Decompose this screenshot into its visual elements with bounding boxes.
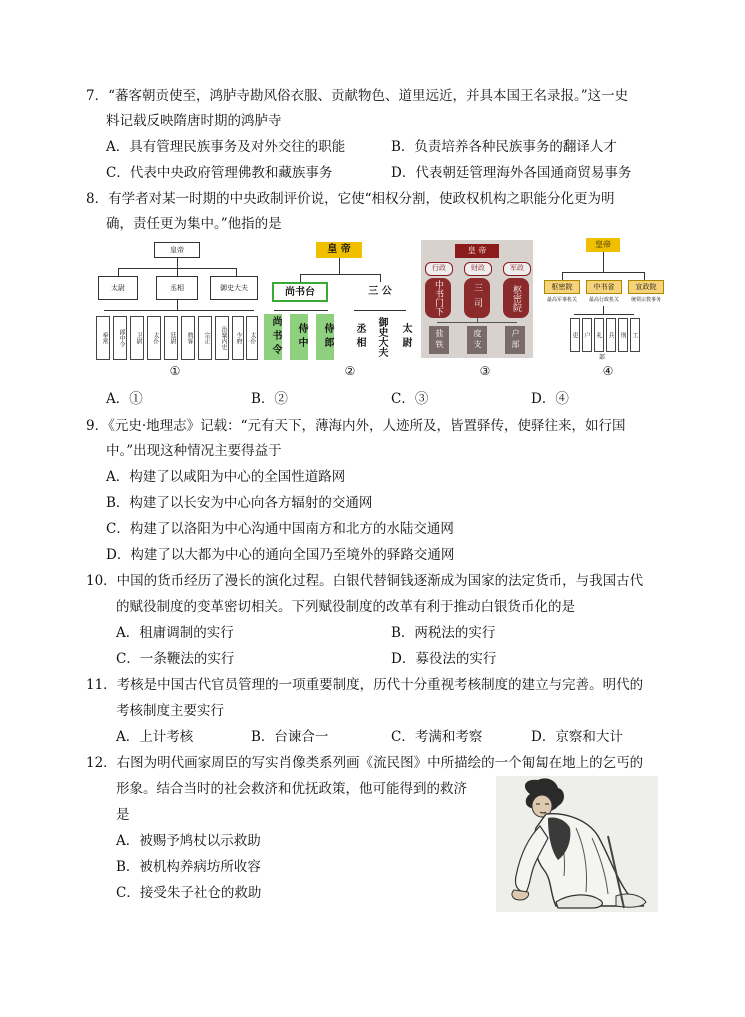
d1-bottom-10: 太仆: [246, 316, 258, 360]
diagram-4: [540, 236, 668, 360]
q10-stem-line2: 的赋役制度的变革密切相关。下列赋役制度的改革有利于推动白银货币化的是: [116, 599, 575, 615]
d4-bottom-5: 刑: [618, 318, 628, 352]
q7-option-c[interactable]: C．代表中央政府管理佛教和藏族事务: [106, 165, 333, 181]
d3-bottom-2: 度支: [467, 326, 487, 354]
d1-bottom-5: 廷尉: [164, 316, 178, 360]
d2-left-1: 尚书令: [264, 314, 282, 360]
q7-stem-line2: 料记载反映隋唐时期的鸿胪寺: [106, 113, 282, 129]
d3-office-1: 中书门下: [425, 278, 451, 318]
d4-bottom-2: 户: [582, 318, 592, 352]
d1-bottom-6: 典客: [181, 316, 195, 360]
q12-stem-line3: 是: [116, 807, 130, 823]
diagram-1: [92, 240, 258, 362]
d1-bottom-7: 宗正: [198, 316, 212, 360]
d1-mid-2: 丞相: [156, 276, 198, 300]
q8-stem-line1: 8．有学者对某一时期的中央政制评价说，它使“相权分割，使政权机构之职能分化更为明: [86, 191, 615, 207]
q9-stem-line2: 中。”出现这种情况主要得益于: [106, 443, 282, 459]
diagram-1-caption: ①: [169, 364, 181, 378]
d4-sub-2: 最高行政机关: [588, 297, 619, 303]
d4-sub-3: 统领宗教事务: [630, 297, 661, 303]
q8-option-b[interactable]: B．②: [251, 391, 288, 407]
q7-option-d[interactable]: D．代表朝廷管理海外各国通商贸易事务: [391, 165, 632, 181]
d4-bottom-label: 部: [598, 354, 611, 361]
q9-stem-line1: 9．《元史·地理志》记载：“元有天下，薄海内外，人迹所及，皆置驿传，使驿往来，如行国: [86, 418, 626, 434]
q10-option-b[interactable]: B．两税法的实行: [391, 625, 496, 641]
q11-option-a[interactable]: A．上计考核: [116, 729, 194, 745]
beggar-illustration: [496, 776, 658, 912]
d2-left-3: 侍郎: [316, 314, 334, 360]
diagram-2-caption: ②: [344, 364, 356, 378]
d4-sub-1: 最高军事机关: [546, 297, 577, 303]
d2-right-2: 御史大夫: [376, 317, 387, 357]
d1-mid-3: 御史大夫: [210, 276, 258, 300]
q12-option-b[interactable]: B．被机构养病坊所收容: [116, 859, 261, 875]
q8-option-c[interactable]: C．③: [391, 391, 429, 407]
q9-option-a[interactable]: A．构建了以咸阳为中心的全国性道路网: [106, 469, 346, 485]
d2-emperor: 皇 帝: [316, 242, 362, 258]
q7-option-a[interactable]: A．具有管理民族事务及对外交往的职能: [106, 139, 346, 155]
d3-mid-1: 行政: [425, 262, 453, 276]
q11-stem-line2: 考核制度主要实行: [116, 703, 224, 719]
d4-mid-2: 中书省: [586, 280, 622, 294]
d3-office-2: 三司: [464, 278, 490, 318]
q12-option-a[interactable]: A．被赐予鸠杖以示救助: [116, 833, 261, 849]
diagram-4-caption: ④: [602, 364, 614, 378]
q9-option-d[interactable]: D．构建了以大都为中心的通向全国乃至境外的驿路交通网: [106, 547, 455, 563]
q12-option-c[interactable]: C．接受朱子社仓的救助: [116, 885, 262, 901]
q11-option-c[interactable]: C．考满和考察: [391, 729, 483, 745]
q11-option-b[interactable]: B．台谏合一: [251, 729, 329, 745]
d2-sangong: 三 公: [368, 286, 392, 297]
d1-bottom-3: 卫尉: [130, 316, 144, 360]
q11-stem-line1: 11．考核是中国古代官员管理的一项重要制度，历代十分重视考核制度的建立与完善。明代的: [86, 677, 644, 693]
d3-mid-3: 军政: [503, 262, 531, 276]
q9-option-b[interactable]: B．构建了以长安为中心向各方辐射的交通网: [106, 495, 373, 511]
q10-option-c[interactable]: C．一条鞭法的实行: [116, 651, 235, 667]
diagram-2: [260, 240, 416, 362]
q7-stem-line1: 7．“蕃客朝贡使至，鸿胪寺勘风俗衣服、贡献物色、道里远近，并具本国王名录报。”这一史: [86, 88, 629, 104]
d2-right-1: 丞相: [354, 323, 365, 351]
diagram-3: [421, 240, 533, 358]
q7-option-b[interactable]: B．负责培养各种民族事务的翻译人才: [391, 139, 617, 155]
q12-stem-line1: 12．右图为明代画家周臣的写实肖像类系列画《流民图》中所描绘的一个匍匐在地上的乞丐的: [86, 755, 644, 771]
q8-option-d[interactable]: D．④: [531, 391, 569, 407]
d4-bottom-4: 兵: [606, 318, 616, 352]
d1-bottom-9: 少府: [232, 316, 244, 360]
d4-bottom-1: 吏: [570, 318, 580, 352]
d1-bottom-1: 奉常: [96, 316, 110, 360]
q8-option-a[interactable]: A．①: [106, 391, 143, 407]
d4-emperor: 皇帝: [586, 238, 620, 252]
d3-bottom-1: 盐铁: [429, 326, 449, 354]
q8-stem-line2: 确，责任更为集中。”他指的是: [106, 216, 282, 232]
d3-office-3: 枢密院: [503, 278, 529, 318]
q10-option-a[interactable]: A．租庸调制的实行: [116, 625, 234, 641]
q11-option-d[interactable]: D．京察和大计: [531, 729, 623, 745]
d2-left-2: 侍中: [290, 314, 308, 360]
d1-bottom-8: 治粟内史: [215, 316, 229, 360]
d4-bottom-3: 礼: [594, 318, 604, 352]
diagram-3-caption: ③: [479, 364, 491, 378]
d1-bottom-4: 太仆: [147, 316, 161, 360]
d3-bottom-3: 户部: [505, 326, 525, 354]
d4-bottom-6: 工: [630, 318, 640, 352]
d4-mid-3: 宣政院: [628, 280, 664, 294]
d3-mid-2: 财政: [464, 262, 492, 276]
q10-stem-line1: 10．中国的货币经历了漫长的演化过程。白银代替铜钱逐渐成为国家的法定货币，与我国古代: [86, 573, 644, 589]
d3-emperor: 皇 帝: [455, 244, 499, 258]
d1-mid-1: 太尉: [98, 276, 138, 300]
d2-shangshutai: 尚书台: [272, 282, 328, 302]
q10-option-d[interactable]: D．募役法的实行: [391, 651, 497, 667]
d1-emperor: 皇帝: [154, 242, 200, 258]
d2-right-3: 太尉: [400, 323, 411, 351]
q9-option-c[interactable]: C．构建了以洛阳为中心沟通中国南方和北方的水陆交通网: [106, 521, 454, 537]
d1-bottom-2: 郎中令: [113, 316, 127, 360]
q12-stem-line2: 形象。结合当时的社会救济和优抚政策，他可能得到的救济: [116, 781, 467, 797]
d4-mid-1: 枢密院: [544, 280, 580, 294]
